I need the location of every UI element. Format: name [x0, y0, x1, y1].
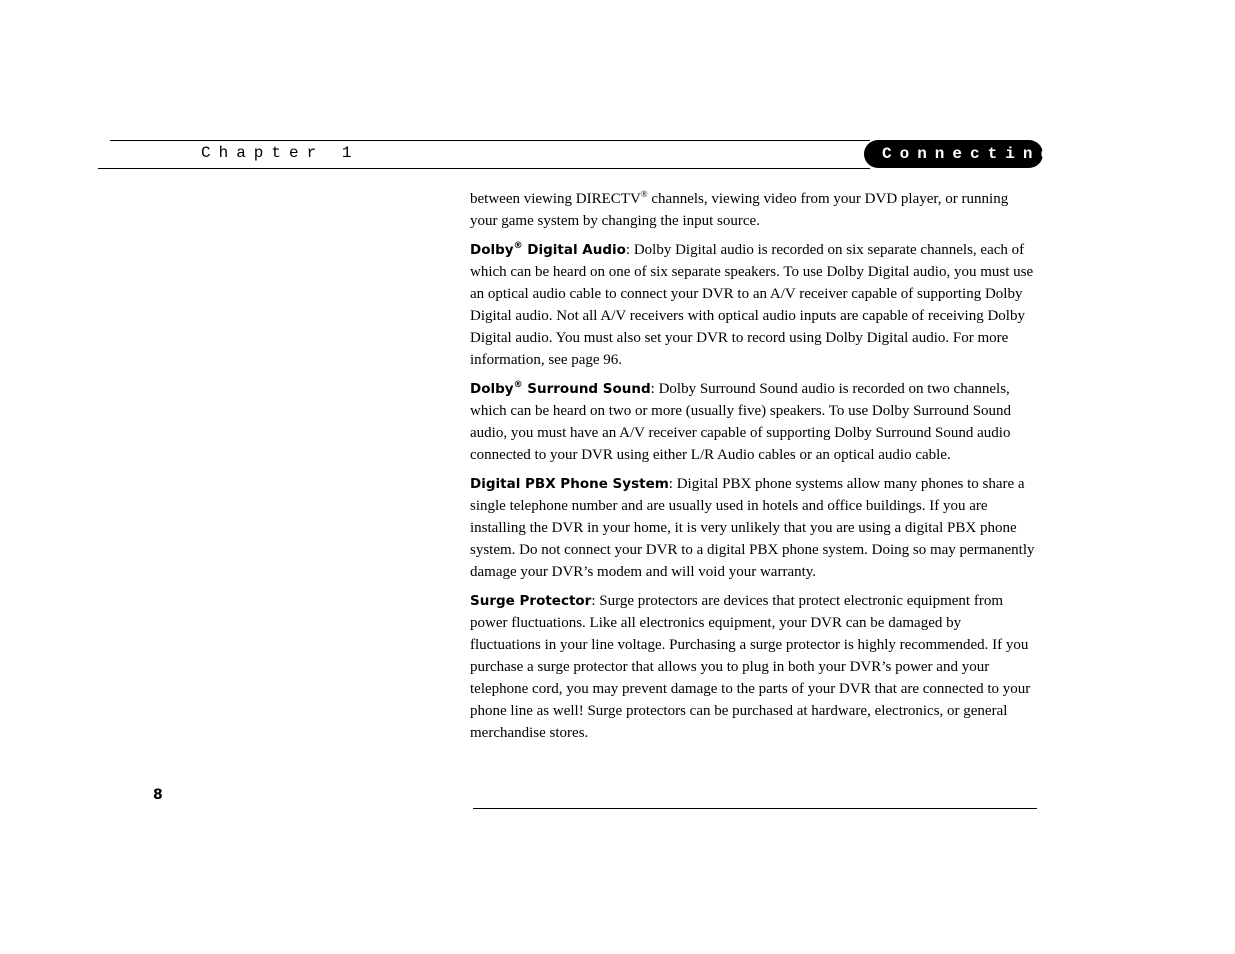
definition-text: : Dolby Digital audio is recorded on six separate channels, each of which can be heard on one of six separate speakers. To use Dolby Digital audio, you must use an optical audio cable to connect your DVR to an A/V receiver capable of supporting Dolby Digital audio. Not all A/V receivers with optical audio inputs are capable of receiving Dolby Digital audio. You must also set your DVR to record using Dolby Digital audio. For more information, see page 96. [470, 242, 1034, 368]
body-text [470, 188, 1035, 751]
header-top-rule [110, 140, 870, 141]
glossary-entry-digital-pbx [470, 473, 1035, 583]
definition-text: : Digital PBX phone systems allow many phones to share a single telephone number and are usually used in hotels and office buildings. If you are installing the DVR in your home, it is very unlikely that you are using a digital PBX phone system. Do not connect your DVR to a digital PBX phone system. Doing so may permanently damage your DVR’s modem and will void your warranty. [470, 476, 1035, 580]
intro-paragraph [470, 188, 1035, 232]
section-tab: Connecting [864, 140, 1043, 168]
term-dolby-surround-sound: Dolby® Surround Sound [470, 380, 651, 397]
term-digital-pbx-phone-system: Digital PBX Phone System [470, 476, 669, 492]
footer-rule [473, 808, 1037, 809]
page-number: 8 [153, 787, 163, 803]
term-surge-protector: Surge Protector [470, 593, 592, 609]
term-dolby-digital-audio: Dolby® Digital Audio [470, 241, 626, 258]
registered-mark: ® [513, 241, 523, 251]
definition-text: : Dolby Surround Sound audio is recorded on two channels, which can be heard on two or more (usually five) speakers. To use Dolby Surround Sound audio, you must have an A/V receiver capable of supporting Dolby Surround Sound audio connected to your DVR using either L/R Audio cables or an optical audio cable. [470, 381, 1012, 463]
glossary-entry-dolby-digital [470, 239, 1035, 371]
header-bottom-rule [98, 168, 870, 169]
intro-text-before: between viewing DIRECTV [470, 191, 641, 207]
registered-mark: ® [513, 380, 523, 390]
chapter-label: Chapter 1 [201, 144, 360, 162]
intro-text-after: channels, viewing video from your DVD player, or running your game system by changing the input source. [470, 191, 1009, 229]
registered-mark: ® [640, 189, 648, 199]
definition-text: : Surge protectors are devices that protect electronic equipment from power fluctuations. Like all electronics equipment, your DVR can be damaged by fluctuations in your line voltage. Purchasing a surge protector is highly recommended. If you purchase a surge protector that allows you to plug in both your DVR’s power and your telephone cord, you may prevent damage to the parts of your DVR that are connected to your phone line as well! Surge protectors can be purchased at hardware, electronics, or general merchandise stores. [470, 593, 1031, 741]
glossary-entry-surge-protector [470, 590, 1035, 744]
glossary-entry-dolby-surround [470, 378, 1035, 466]
